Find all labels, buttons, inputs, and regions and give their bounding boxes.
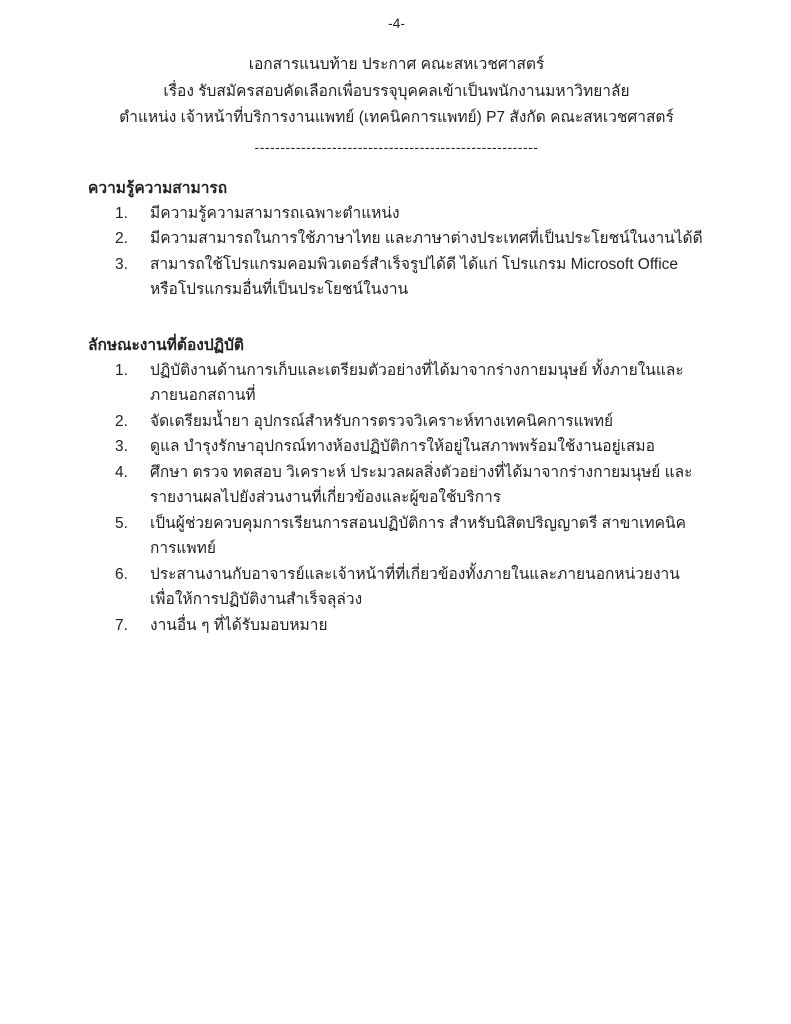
list-item [115,511,705,562]
item-text: งานอื่น ๆ ที่ได้รับมอบหมาย [150,616,328,634]
item-number: 3. [115,438,128,455]
section-knowledge-abilities [88,176,705,303]
list-item [115,434,705,460]
item-text: สามารถใช้โปรแกรมคอมพิวเตอร์สำเร็จรูปได้ดี ได้แก่ โปรแกรม Microsoft Office หรือโปรแกรมอื่นที่เป็นประโยชน์ในงาน [150,255,679,298]
header-line-2: เรื่อง รับสมัครสอบคัดเลือกเพื่อบรรจุบุคคลเข้าเป็นพนักงานมหาวิทยาลัย [163,82,630,100]
header-line-3: ตำแหน่ง เจ้าหน้าที่บริการงานแพทย์ (เทคนิคการแพทย์) P7 สังกัด คณะสหเวชศาสตร์ [119,109,674,126]
list-item [115,201,705,227]
list-item [115,562,705,613]
item-number: 4. [115,463,128,481]
job-duties-list [88,358,705,639]
header-line-1: เอกสารแนบท้าย ประกาศ คณะสหเวชศาสตร์ [248,56,545,73]
document-header [88,52,705,154]
list-item [115,358,705,409]
item-number: 2. [115,230,128,247]
list-item [115,409,705,435]
item-text: จัดเตรียมน้ำยา อุปกรณ์สำหรับการตรวจวิเคราะห์ทางเทคนิคการแพทย์ [150,412,614,430]
section-title: ลักษณะงานที่ต้องปฏิบัติ [88,336,244,354]
item-number: 7. [115,616,128,634]
list-item [115,226,705,252]
list-item [115,460,705,511]
page-number: -4- [387,15,406,31]
section-title: ความรู้ความสามารถ [88,179,228,197]
section-job-duties [88,333,705,639]
item-text: มีความรู้ความสามารถเฉพาะตำแหน่ง [150,204,400,222]
item-text: ศึกษา ตรวจ ทดสอบ วิเคราะห์ ประมวลผลสิ่งตัวอย่างที่ได้มาจากร่างกายมนุษย์ และรายงานผลไปยังส่วนงานที่เกี่ยวข้องและผู้ขอใช้บริการ [150,463,693,506]
item-number: 2. [115,412,128,430]
item-text: ดูแล บำรุงรักษาอุปกรณ์ทางห้องปฏิบัติการให้อยู่ในสภาพพร้อมใช้งานอยู่เสมอ [150,438,655,455]
item-number: 3. [115,255,128,273]
list-item [115,613,705,639]
item-text: เป็นผู้ช่วยควบคุมการเรียนการสอนปฏิบัติการ สำหรับนิสิตปริญญาตรี สาขาเทคนิคการแพทย์ [150,514,686,557]
item-text: มีความสามารถในการใช้ภาษาไทย และภาษาต่างประเทศที่เป็นประโยชน์ในงานได้ดี [150,230,703,247]
knowledge-abilities-list [88,201,705,303]
list-item [115,252,705,303]
item-text: ปฏิบัติงานด้านการเก็บและเตรียมตัวอย่างที่ได้มาจากร่างกายมนุษย์ ทั้งภายในและภายนอกสถานที่ [150,361,684,404]
item-text: ประสานงานกับอาจารย์และเจ้าหน้าที่ที่เกี่ยวข้องทั้งภายในและภายนอกหน่วยงาน เพื่อให้การปฏิบัติงานสำเร็จลุล่วง [150,565,680,608]
header-divider: ------------------------------------------------------- [254,139,539,154]
item-number: 5. [115,514,128,532]
item-number: 1. [115,361,128,379]
item-number: 1. [115,204,128,222]
item-number: 6. [115,565,128,583]
